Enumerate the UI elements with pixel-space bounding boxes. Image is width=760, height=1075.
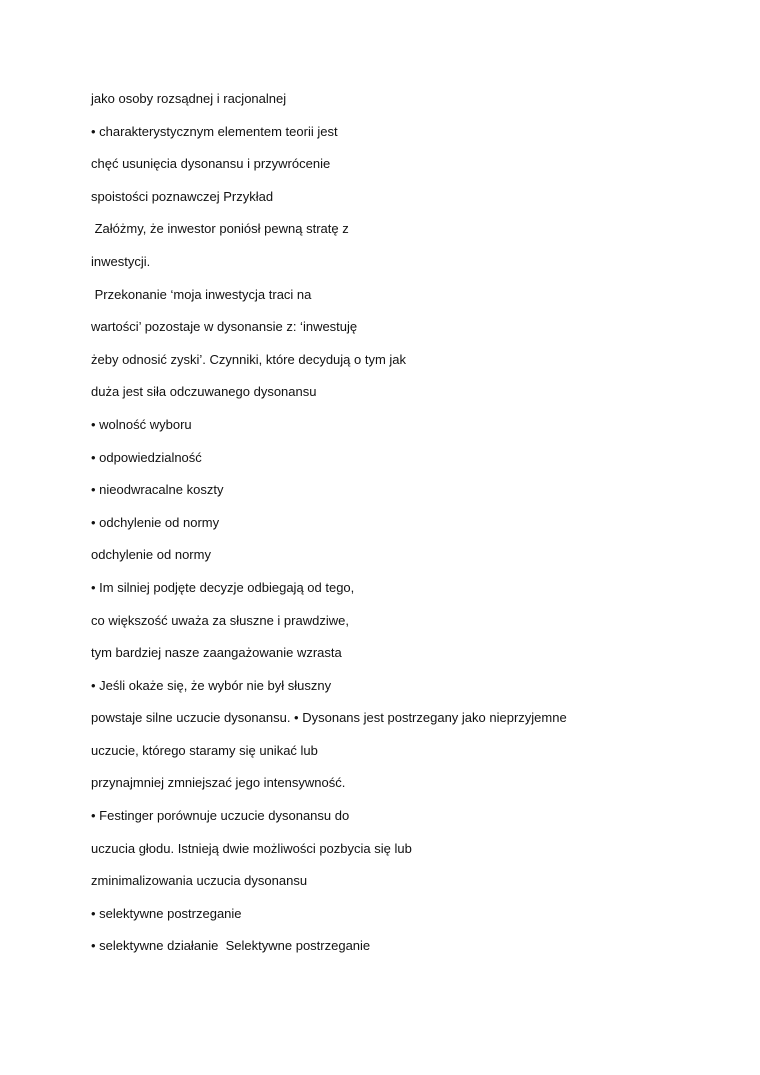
text-line: • odchylenie od normy — [91, 514, 220, 530]
text-line: duża jest siła odczuwanego dysonansu — [91, 384, 317, 400]
text-line: • odpowiedzialność — [91, 449, 202, 465]
text-line: • Jeśli okaże się, że wybór nie był słuszny — [91, 677, 332, 693]
text-line: • selektywne postrzeganie — [91, 905, 242, 921]
text-line: spoistości poznawczej Przykład — [91, 188, 274, 204]
text-line: • charakterystycznym elementem teorii jest — [91, 123, 338, 139]
text-line: przynajmniej zmniejszać jego intensywność. — [91, 775, 346, 791]
text-line: • nieodwracalne koszty — [91, 482, 224, 498]
text-line: co większość uważa za słuszne i prawdziwe, — [91, 612, 349, 628]
text-line: • wolność wyboru — [91, 416, 192, 432]
text-line: Przekonanie ‘moja inwestycja traci na — [91, 286, 312, 302]
text-line: jako osoby rozsądnej i racjonalnej — [91, 91, 287, 106]
text-line: uczucia głodu. Istnieją dwie możliwości pozbycia się lub — [91, 840, 412, 856]
text-line: uczucie, którego staramy się unikać lub — [91, 742, 318, 758]
text-line: zminimalizowania uczucia dysonansu — [91, 873, 308, 889]
document-body — [91, 90, 691, 970]
text-line: odchylenie od normy — [91, 547, 211, 563]
text-line: żeby odnosić zyski’. Czynniki, które decydują o tym jak — [91, 351, 407, 367]
text-line: • Festinger porównuje uczucie dysonansu do — [91, 808, 350, 824]
text-line: • Im silniej podjęte decyzje odbiegają od tego, — [91, 579, 355, 595]
text-line: inwestycji. — [91, 253, 151, 269]
text-line: wartości’ pozostaje w dysonansie z: ‘inwestuję — [91, 319, 358, 335]
text-line: tym bardziej nasze zaangażowanie wzrasta — [91, 645, 342, 661]
text-line: Załóżmy, że inwestor poniósł pewną stratę z — [91, 221, 349, 237]
text-line: powstaje silne uczucie dysonansu. • Dysonans jest postrzegany jako nieprzyjemne — [91, 710, 567, 726]
text-line: • selektywne działanie Selektywne postrzeganie — [91, 938, 371, 954]
text-line: chęć usunięcia dysonansu i przywrócenie — [91, 156, 331, 172]
